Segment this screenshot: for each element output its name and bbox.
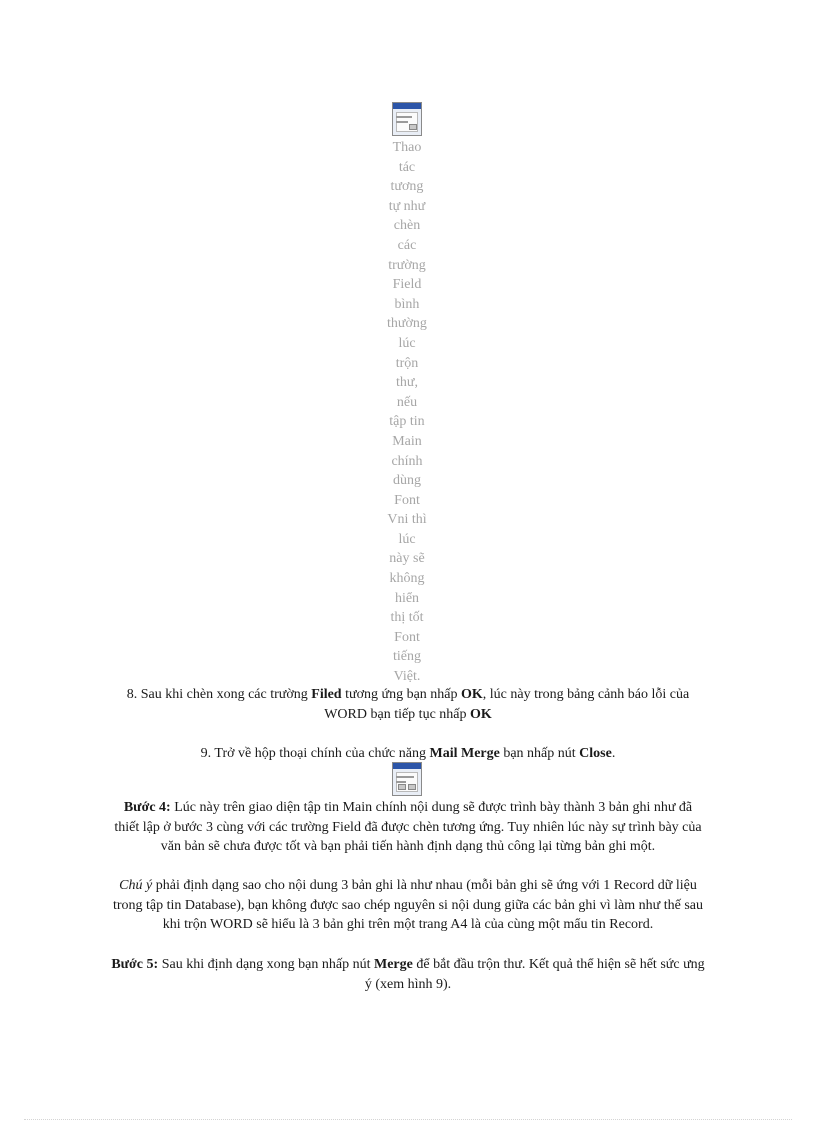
grey-caption-word: lúc (398, 335, 416, 351)
grey-caption-word: không (389, 571, 425, 587)
grey-caption-word: tương (390, 179, 424, 195)
grey-caption-word: Main (392, 433, 422, 449)
grey-caption-word: này sẽ (389, 551, 425, 567)
grey-caption-word: bình (394, 296, 420, 312)
grey-caption-word: Font (394, 492, 420, 508)
grey-caption-word: Thao (392, 140, 422, 155)
paragraph-step-9: 9. Trở về hộp thoại chính của chức năng Mail Merge bạn nhấp nút Close. (200, 746, 616, 761)
grey-caption-column (372, 138, 442, 687)
grey-caption-word: trường (388, 257, 426, 273)
paragraph-note: Chú ý phải định dạng sao cho nội dung 3 bản ghi là như nhau (mỗi bản ghi sẽ ứng với 1 Record dữ liệu trong tập tin Database), bạn không được sao chép nguyên si nội dung giữa các bản ghi vì làm như thế sau khi trộn WORD sẽ hiểu là 3 bản ghi trên một trang A4 là của cùng một mẩu tin Record. (112, 878, 704, 932)
grey-caption-word: trộn (395, 355, 419, 371)
dialog-screenshot-thumbnail (392, 102, 422, 136)
grey-caption-word: tiếng (393, 649, 421, 665)
grey-caption-word: Việt. (393, 669, 421, 685)
paragraph-step-4: Bước 4: Lúc này trên giao diện tập tin Main chính nội dung sẽ được trình bày thành 3 bản ghi như đã thiết lập ở bước 3 cùng với các trường Field đã được chèn tương ứng. Tuy nhiên lúc này sự trình bày của văn bản sẽ chưa được tốt và bạn phải tiến hành định dạng thủ công lại từng bản ghi một. (114, 800, 702, 854)
page-bottom-rule (24, 1119, 792, 1120)
mail-merge-dialog-thumbnail (392, 762, 422, 796)
grey-caption-word: thị tốt (390, 610, 424, 626)
grey-caption-word: thư, (396, 375, 418, 391)
grey-caption-word: Font (394, 629, 420, 645)
grey-caption-word: dùng (393, 473, 421, 489)
grey-caption-word: Field (392, 277, 422, 293)
grey-caption-word: thường (387, 316, 427, 332)
grey-caption-word: các (397, 237, 417, 253)
grey-caption-word: chính (391, 453, 423, 469)
paragraph-step-8: 8. Sau khi chèn xong các trường Filed tương ứng bạn nhấp OK, lúc này trong bảng cảnh báo lỗi của WORD bạn tiếp tục nhấp OK (126, 687, 690, 722)
grey-caption-word: tự như (388, 198, 426, 214)
grey-caption-word: tập tin (389, 414, 425, 430)
grey-caption-word: hiển (394, 590, 420, 606)
grey-caption-word: nếu (396, 394, 418, 410)
grey-caption-word: lúc (398, 531, 416, 547)
paragraph-step-5: Bước 5: Sau khi định dạng xong bạn nhấp nút Merge để bắt đầu trộn thư. Kết quả thể hiện sẽ hết sức ưng ý (xem hình 9). (111, 957, 705, 992)
grey-caption-word: Vni thì (387, 512, 427, 528)
grey-caption-word: tác (398, 159, 416, 175)
grey-caption-word: chèn (393, 218, 421, 234)
